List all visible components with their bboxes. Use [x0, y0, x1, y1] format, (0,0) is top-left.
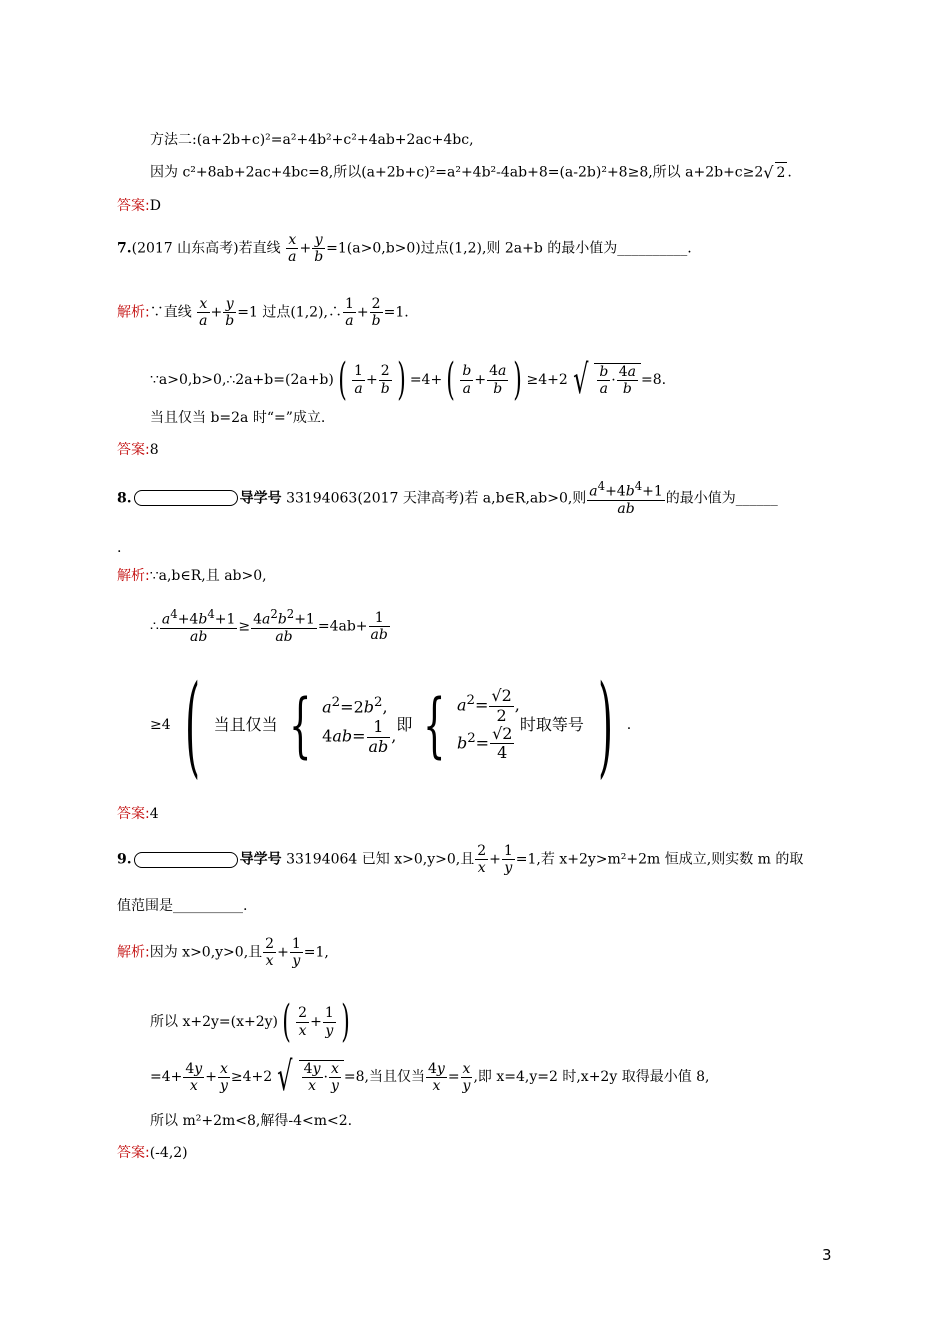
q8-period: . [117, 540, 122, 556]
q6-answer: 答案:D [117, 198, 161, 214]
q7-solution-1: 解析:∵直线 $\frac{x}{a}$ + $\frac{y}{b}$ =1 过点(1,2),∴ $\frac{1}{a}$ + $\frac{2}{b}$ =1. [117, 296, 409, 330]
q8-solution-2: ∴ $\frac{a^4+4b^4+1}{ab}$ ≥ $\frac{4a^2b^2+1}{ab}$ =4ab+ $\frac{1}{ab}$ [150, 607, 388, 645]
q9-solution-4: 所以 m²+2m<8,解得-4<m<2. [150, 1113, 353, 1129]
q8-solution-3: ≥4 ( 当且仅当 { $a^2=2b^2$, 4ab= $\frac{1}{ab}$ , 即 { $a^2=$ $\frac{√2}{2}$ , $b^2=$ $\frac{√2}{4}$ 时取等号 ) . [150, 661, 632, 789]
q7-answer: 答案:8 [117, 442, 159, 458]
q7-question: 7.(2017 山东高考)若直线 $\frac{x}{a}$ + $\frac{y}{b}$ =1(a>0,b>0)过点(1,2),则 2a+b 的最小值为__________. [117, 232, 692, 266]
q9-solution-3: =4+ $\frac{4y}{x}$ + $\frac{x}{y}$ ≥4+2 √ $\frac{4y}{x}$ · $\frac{x}{y}$ =8,当且仅当 $\frac{4y}{x}$ = $\frac{x}{y}$ ,即 x=4,y=2 时,x+2y 取得最小值 8, [150, 1054, 710, 1101]
q8-answer: 答案:4 [117, 806, 159, 822]
q9-answer: 答案:(-4,2) [117, 1145, 188, 1161]
q9-solution-1: 解析:因为 x>0,y>0,且 $\frac{2}{x}$ + $\frac{1}{y}$ =1, [117, 936, 329, 970]
method2-line2: 因为 c²+8ab+2ac+4bc=8,所以(a+2b+c)²=a²+4b²-4ab+8=(a-2b)²+8≥8,所以 a+2b+c≥2√ 2 . [150, 162, 792, 182]
q8-solution-1: 解析:∵a,b∈R,且 ab>0, [117, 568, 267, 584]
q7-solution-3: 当且仅当 b=2a 时“=”成立. [150, 410, 326, 426]
q9-solution-2: 所以 x+2y=(x+2y)( $\frac{2}{x}$ + $\frac{1}{y}$ ) [150, 996, 350, 1047]
guide-badge [134, 852, 238, 868]
q8-question: 8. 导学号 33194063(2017 天津高考)若 a,b∈R,ab>0,则 $\frac{a^4+4b^4+1}{ab}$ 的最小值为______ [117, 479, 778, 517]
q7-solution-2: ∵a>0,b>0,∴2a+b=(2a+b)( $\frac{1}{a}$ + $\frac{2}{b}$ ) =4+( $\frac{b}{a}$ + $\frac{4a}{b}$ ) ≥4+2 √ $\frac{b}{a}$ · $\frac{4a}{b}$ =8. [150, 354, 667, 405]
page-number: 3 [822, 1246, 832, 1264]
q9-question: 9. 导学号 33194064 已知 x>0,y>0,且 $\frac{2}{x}$ + $\frac{1}{y}$ =1,若 x+2y>m²+2m 恒成立,则实数 m 的取 [117, 843, 804, 877]
q9-question-cont: 值范围是__________. [117, 898, 248, 914]
method2-line1: 方法二:(a+2b+c)²=a²+4b²+c²+4ab+2ac+4bc, [150, 132, 474, 148]
guide-badge [134, 490, 238, 506]
